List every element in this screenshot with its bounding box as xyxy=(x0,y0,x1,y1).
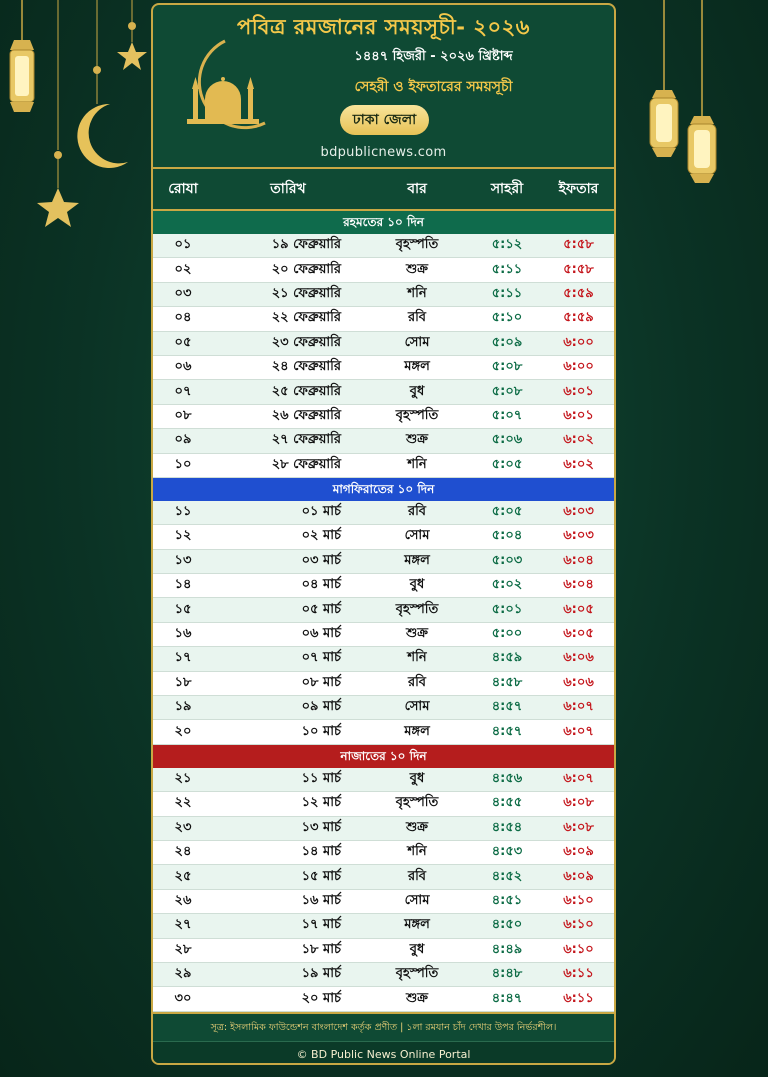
table-row xyxy=(153,987,614,1011)
iftar-time: ৬:০০ xyxy=(563,359,594,375)
day-cell: শুক্র xyxy=(405,990,429,1006)
iftar-time: ৬:০৯ xyxy=(563,844,594,860)
table-row xyxy=(153,550,614,574)
sehri-time: ৫:০৭ xyxy=(491,407,523,423)
column-header-roza: রোযা xyxy=(168,181,198,197)
iftar-time: ৬:১০ xyxy=(563,941,594,957)
hanging-lantern-left-icon xyxy=(0,0,150,240)
iftar-time: ৬:০৮ xyxy=(563,819,594,835)
date-cell: ১৪ মার্চ xyxy=(301,844,341,860)
column-header-date: তারিখ xyxy=(270,181,306,197)
table-row xyxy=(153,672,614,696)
iftar-time: ৬:০৪ xyxy=(563,577,594,593)
sehri-time: ৫:০৪ xyxy=(491,528,523,544)
day-cell: শনি xyxy=(407,456,427,472)
section-header: নাজাতের ১০ দিন xyxy=(153,745,614,768)
table-row xyxy=(153,307,614,331)
sehri-time: ৫:০২ xyxy=(491,577,523,593)
roza-number: ২০ xyxy=(174,723,192,739)
day-cell: সোম xyxy=(404,334,430,350)
date-cell: ১১ মার্চ xyxy=(301,771,341,786)
sehri-time: ৪:৫৪ xyxy=(491,819,523,835)
roza-number: ১৪ xyxy=(174,577,192,593)
day-cell: বৃহস্পতি xyxy=(395,795,439,811)
roza-number: ১২ xyxy=(174,528,192,544)
table-row xyxy=(153,647,614,671)
table-row xyxy=(153,258,614,282)
table-row xyxy=(153,623,614,647)
iftar-time: ৬:১০ xyxy=(563,892,594,908)
table-row xyxy=(153,841,614,865)
roza-number: ২৮ xyxy=(174,941,192,957)
day-cell: শুক্র xyxy=(405,819,429,835)
roza-number: ২২ xyxy=(174,795,192,811)
roza-number: ১৭ xyxy=(174,650,192,666)
table-row xyxy=(153,525,614,549)
source-note: সূত্র: ইসলামিক ফাউন্ডেশন বাংলাদেশ কর্তৃক প্রণীত | ১লা রমযান চাঁদ দেখার উপর নির্ভরশীল। xyxy=(153,1012,614,1041)
day-cell: শুক্র xyxy=(405,432,429,448)
ramadan-schedule-card xyxy=(151,3,616,1065)
table-row xyxy=(153,817,614,841)
roza-number: ১৯ xyxy=(174,699,192,715)
date-cell: ১৯ ফেব্রুয়ারি xyxy=(271,237,341,253)
table-row xyxy=(153,720,614,744)
date-cell: ২৫ ফেব্রুয়ারি xyxy=(271,383,341,399)
sehri-time: ৪:৫০ xyxy=(491,917,523,933)
sehri-time: ৫:০৬ xyxy=(491,432,523,448)
table-row xyxy=(153,234,614,258)
day-cell: মঙ্গল xyxy=(404,552,430,568)
day-cell: সোম xyxy=(404,699,430,715)
iftar-time: ৬:১১ xyxy=(563,966,594,982)
iftar-time: ৬:০৭ xyxy=(563,699,594,715)
date-cell: ১৬ মার্চ xyxy=(301,892,341,908)
day-cell: বৃহস্পতি xyxy=(395,601,439,617)
iftar-time: ৫:৫৮ xyxy=(563,237,594,253)
sehri-time: ৫:০৫ xyxy=(491,504,523,520)
roza-number: ০৮ xyxy=(174,407,192,423)
day-cell: বুধ xyxy=(409,577,425,593)
sehri-time: ৫:০৮ xyxy=(491,359,523,375)
column-header-day: বার xyxy=(407,181,427,197)
column-header-sehri: সাহরী xyxy=(490,181,524,197)
table-row xyxy=(153,405,614,429)
sehri-time: ৫:১২ xyxy=(491,237,523,253)
roza-number: ২৫ xyxy=(174,868,192,884)
day-cell: শনি xyxy=(407,285,427,301)
iftar-time: ৬:০১ xyxy=(563,383,594,399)
table-row xyxy=(153,356,614,380)
sehri-time: ৫:০১ xyxy=(491,601,523,617)
date-cell: ০৭ মার্চ xyxy=(301,650,341,666)
iftar-time: ৫:৫৯ xyxy=(563,285,594,301)
roza-number: ০৬ xyxy=(174,359,192,375)
roza-number: ০৪ xyxy=(174,310,192,326)
date-cell: ০১ মার্চ xyxy=(301,504,341,520)
column-header-iftar: ইফতার xyxy=(558,181,599,197)
website-label: bdpublicnews.com xyxy=(320,145,447,160)
day-cell: বুধ xyxy=(409,771,425,786)
mosque-icon xyxy=(177,35,269,131)
date-cell: ০৬ মার্চ xyxy=(301,626,341,642)
date-cell: ২৩ ফেব্রুয়ারি xyxy=(271,334,341,350)
roza-number: ২৬ xyxy=(174,892,192,908)
sehri-time: ৪:৫৮ xyxy=(491,674,523,690)
table-row xyxy=(153,429,614,453)
day-cell: মঙ্গল xyxy=(404,723,430,739)
table-row xyxy=(153,963,614,987)
schedule-subtitle: সেহরী ও ইফতারের সময়সূচী xyxy=(354,79,513,95)
roza-number: ১১ xyxy=(174,504,192,520)
table-row xyxy=(153,501,614,525)
district-badge: ঢাকা জেলা xyxy=(340,105,429,135)
table-row xyxy=(153,598,614,622)
day-cell: রবি xyxy=(407,504,427,520)
table-row xyxy=(153,792,614,816)
table-row xyxy=(153,696,614,720)
date-cell: ২০ মার্চ xyxy=(301,990,341,1006)
table-row xyxy=(153,768,614,792)
sehri-time: ৪:৪৯ xyxy=(491,941,523,957)
sehri-time: ৪:৫৯ xyxy=(491,650,523,666)
date-cell: ১৮ মার্চ xyxy=(301,941,341,957)
sehri-time: ৪:৪৭ xyxy=(491,990,523,1006)
iftar-time: ৬:০৩ xyxy=(563,504,594,520)
iftar-time: ৬:০৬ xyxy=(563,674,594,690)
day-cell: সোম xyxy=(404,528,430,544)
sehri-time: ৪:৫৭ xyxy=(491,699,523,715)
table-row xyxy=(153,939,614,963)
section-header: রহমতের ১০ দিন xyxy=(153,211,614,234)
sehri-time: ৪:৪৮ xyxy=(491,966,523,982)
day-cell: রবি xyxy=(407,674,427,690)
date-cell: ০২ মার্চ xyxy=(301,528,341,544)
table-row xyxy=(153,914,614,938)
table-row xyxy=(153,865,614,889)
roza-number: ০২ xyxy=(174,261,192,277)
roza-number: ২১ xyxy=(174,771,192,786)
roza-number: ০৯ xyxy=(174,432,192,448)
roza-number: ২৩ xyxy=(174,819,192,835)
sehri-time: ৪:৫২ xyxy=(491,868,523,884)
roza-number: ১৫ xyxy=(174,601,192,617)
iftar-time: ৬:১০ xyxy=(563,917,594,933)
date-cell: ২১ ফেব্রুয়ারি xyxy=(271,285,341,301)
iftar-time: ৫:৫৯ xyxy=(563,310,594,326)
date-cell: ১৫ মার্চ xyxy=(301,868,341,884)
day-cell: রবি xyxy=(407,868,427,884)
iftar-time: ৬:০৯ xyxy=(563,868,594,884)
date-cell: ০৮ মার্চ xyxy=(301,674,341,690)
day-cell: শনি xyxy=(407,650,427,666)
roza-number: ১৩ xyxy=(174,552,192,568)
date-cell: ০৯ মার্চ xyxy=(301,699,341,715)
roza-number: ০৫ xyxy=(174,334,192,350)
roza-number: ১০ xyxy=(174,456,192,472)
iftar-time: ৬:০০ xyxy=(563,334,594,350)
iftar-time: ৫:৫৮ xyxy=(563,261,594,277)
sehri-time: ৫:০৯ xyxy=(491,334,523,350)
iftar-time: ৬:০১ xyxy=(563,407,594,423)
date-cell: ১২ মার্চ xyxy=(301,795,341,811)
date-cell: ১০ মার্চ xyxy=(301,723,341,739)
sehri-time: ৫:১১ xyxy=(491,285,523,301)
roza-number: ২৪ xyxy=(174,844,192,860)
card-header xyxy=(153,5,614,167)
date-cell: ২৪ ফেব্রুয়ারি xyxy=(271,359,341,375)
sehri-time: ৪:৫৭ xyxy=(491,723,523,739)
day-cell: রবি xyxy=(407,310,427,326)
sehri-time: ৫:০৮ xyxy=(491,383,523,399)
date-cell: ২৮ ফেব্রুয়ারি xyxy=(271,456,341,472)
roza-number: ২৯ xyxy=(174,966,192,982)
day-cell: শুক্র xyxy=(405,261,429,277)
day-cell: মঙ্গল xyxy=(404,359,430,375)
sehri-time: ৫:০৫ xyxy=(491,456,523,472)
schedule-table xyxy=(153,211,614,1012)
roza-number: ০১ xyxy=(174,237,192,253)
roza-number: ১৮ xyxy=(174,674,192,690)
copyright: © BD Public News Online Portal xyxy=(153,1041,614,1065)
date-cell: ০৩ মার্চ xyxy=(301,552,341,568)
day-cell: বৃহস্পতি xyxy=(395,407,439,423)
roza-number: ২৭ xyxy=(174,917,192,933)
date-cell: ২৭ ফেব্রুয়ারি xyxy=(271,432,341,448)
table-row xyxy=(153,454,614,478)
day-cell: বুধ xyxy=(409,941,425,957)
sehri-time: ৪:৫৬ xyxy=(491,771,523,786)
sehri-time: ৫:১১ xyxy=(491,261,523,277)
date-cell: ১৯ মার্চ xyxy=(301,966,341,982)
roza-number: ০৭ xyxy=(174,383,192,399)
iftar-time: ৬:০৬ xyxy=(563,650,594,666)
table-row xyxy=(153,283,614,307)
day-cell: মঙ্গল xyxy=(404,917,430,933)
iftar-time: ৬:০৭ xyxy=(563,771,594,786)
sehri-time: ৫:১০ xyxy=(491,310,523,326)
page-title: পবিত্র রমজানের সময়সূচী- ২০২৬ xyxy=(237,15,530,39)
date-cell: ২৬ ফেব্রুয়ারি xyxy=(271,407,341,423)
roza-number: ১৬ xyxy=(174,626,192,642)
section-header: মাগফিরাতের ১০ দিন xyxy=(153,478,614,501)
column-header-row xyxy=(153,167,614,211)
date-cell: ২০ ফেব্রুয়ারি xyxy=(271,261,341,277)
sehri-time: ৫:০০ xyxy=(491,626,523,642)
iftar-time: ৬:০৫ xyxy=(563,601,594,617)
day-cell: শুক্র xyxy=(405,626,429,642)
iftar-time: ৬:০৮ xyxy=(563,795,594,811)
iftar-time: ৬:০৩ xyxy=(563,528,594,544)
date-cell: ১৩ মার্চ xyxy=(301,819,341,835)
table-row xyxy=(153,332,614,356)
sehri-time: ৪:৫১ xyxy=(491,892,523,908)
iftar-time: ৬:০২ xyxy=(563,432,594,448)
day-cell: বুধ xyxy=(409,383,425,399)
day-cell: বৃহস্পতি xyxy=(395,966,439,982)
iftar-time: ৬:০৪ xyxy=(563,552,594,568)
table-row xyxy=(153,574,614,598)
day-cell: শনি xyxy=(407,844,427,860)
hijri-year: ১৪৪৭ হিজরী - ২০২৬ খ্রিষ্টাব্দ xyxy=(354,49,513,64)
day-cell: সোম xyxy=(404,892,430,908)
day-cell: বৃহস্পতি xyxy=(395,237,439,253)
sehri-time: ৪:৫৩ xyxy=(491,844,523,860)
roza-number: ০৩ xyxy=(174,285,192,301)
roza-number: ৩০ xyxy=(174,990,192,1006)
date-cell: ০৫ মার্চ xyxy=(301,601,341,617)
sehri-time: ৫:০৩ xyxy=(491,552,523,568)
date-cell: ১৭ মার্চ xyxy=(301,917,341,933)
iftar-time: ৬:০৭ xyxy=(563,723,594,739)
sehri-time: ৪:৫৫ xyxy=(491,795,523,811)
iftar-time: ৬:০৫ xyxy=(563,626,594,642)
iftar-time: ৬:০২ xyxy=(563,456,594,472)
date-cell: ২২ ফেব্রুয়ারি xyxy=(271,310,341,326)
table-row xyxy=(153,890,614,914)
date-cell: ০৪ মার্চ xyxy=(301,577,341,593)
table-row xyxy=(153,380,614,404)
hanging-lantern-right-icon xyxy=(630,0,768,200)
iftar-time: ৬:১১ xyxy=(563,990,594,1006)
